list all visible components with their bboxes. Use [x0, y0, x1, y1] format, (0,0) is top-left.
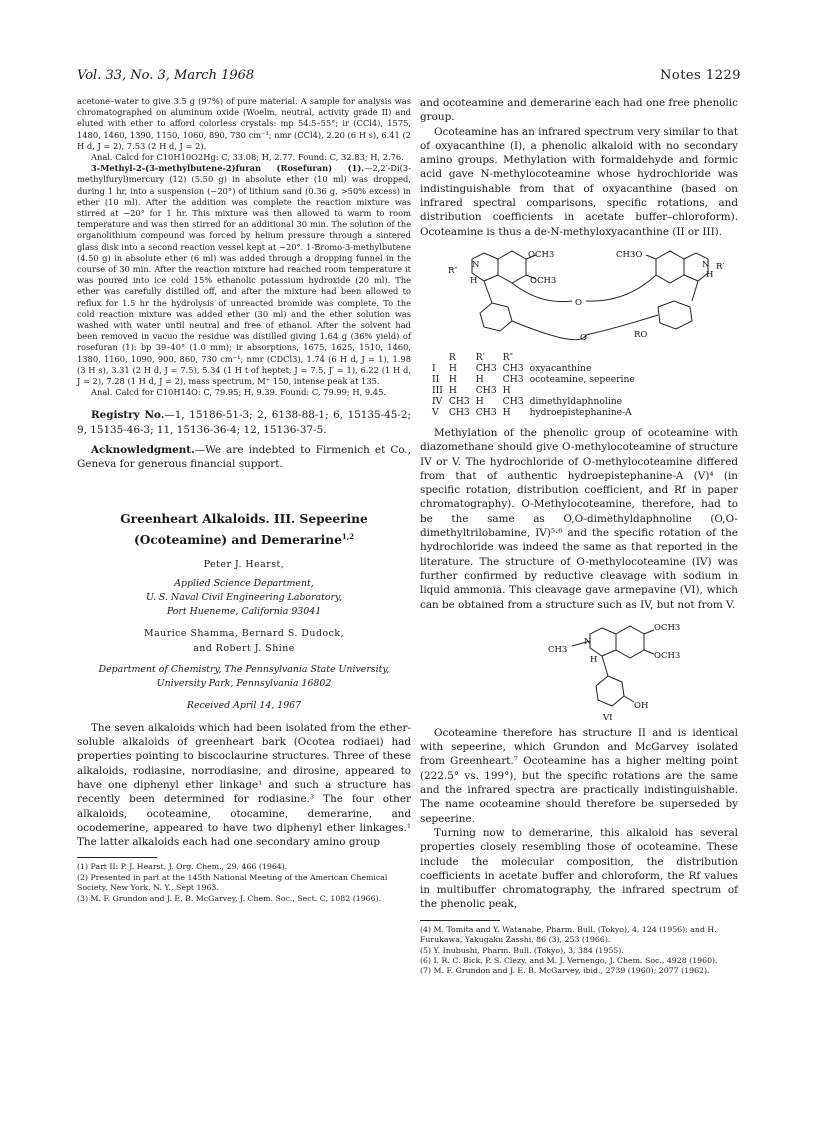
- struct-n-right: N: [702, 259, 710, 270]
- right-paragraph-5: Turning now to demerarine, this alkaloid has several properties closely resembling those of ocoteamine. These include the molecular composition, the distribution coefficients in acetate buffer and chloroform, the Rf values in multibuffer chromatography, the infrared spectrum of the phenolic peak,: [420, 826, 738, 911]
- intro-paragraph: The seven alkaloids which had been isolated from the ether-soluble alkaloids of greenheart bark (Ocotea rodiaei) had properties pointing to biscoclaurine structures. Three of these alkaloids, rodiasine, norrodiasine, and dirosine, appeared to have one diphenyl ether linkage¹ and such a structure has recently been determined for rodiasine.³ The four other alkaloids, ocoteamine, otocamine, demerarine, and ocodemerine, appeared to have two diphenyl ether linkages.¹ The latter alkaloids each had one secondary amino group: [77, 721, 411, 849]
- registry-label: Registry No.: [91, 409, 165, 422]
- rosefuran-text: —2,2′-Di(3-methylfuryl)mercury (12) (5.50 g) in absolute ether (10 ml) was dropped, during 1 hr, into a suspension (−20°) of lithium sand (0.36 g, >50% excess) in ether (10 ml). After the addition was complete the reaction mixture was stirred at −20° for 1 hr. This mixture was then allowed to warm to room temperature and was then stirred for an additional 30 min. The solution of the organolithium compound was forced by helium pressure through a sintered glass disk into a second reaction vessel kept at −20°. 1-Bromo-3-methylbutene (4.50 g) in absolute ether (6 ml) was added through a dropping funnel in the course of 30 min. After the reaction mixture had reached room temperature it was poured into ice cold 15% ethanolic potassium hydroxide (20 ml). The ether was carefully distilled off, and after the mixture had been allowed to reflux for 1.5 hr the hydrolysis of unreacted bromide was complete. To the cold reaction mixture was added ether (30 ml) and the ether solution was washed with water until neutral and free of ethanol. After the solvent had been removed in vacuo the residue was distilled giving 1.64 g (36% yield) of rosefuran (1): bp 39–40° (1.0 mm); ir absorptions, 1675, 1625, 1510, 1460, 1380, 1160, 1090, 900, 860, 730 cm⁻¹; nmr (CDCl3), 1.74 (6 H d, J = 1), 1.98 (3 H s), 3.31 (2 H d, J = 7.5), 5.34 (1 H t of heptet, J = 7.5, J′ = 1), 6.22 (1 H d, J = 2), 7.28 (1 H d, J = 2), mass spectrum, M⁺ 150, intense peak at 135.: [77, 163, 411, 387]
- substituent-table: [432, 352, 641, 418]
- table-row: II H H CH3 ocoteamine, sepeerine: [432, 373, 635, 385]
- article-title-line1: Greenheart Alkaloids. III. Sepeerine: [120, 511, 368, 526]
- struct-och3-mid: OCH3: [530, 275, 557, 286]
- footnote-5: (5) Y. Inubushi, Pharm. Bull. (Tokyo), 3, 384 (1955).: [420, 945, 624, 955]
- footnote-rule: [77, 857, 157, 858]
- right-paragraph-4: Ocoteamine therefore has structure II and is identical with sepeerine, which Grundon and McGarvey isolated from Greenheart.⁷ Ocoteamine has a higher melting point (222.5° vs. 199°), but the specific rotations are the same and the infrared spectra are practically indistinguishable. The name ocoteamine should therefore be superseded by sepeerine.: [420, 726, 738, 825]
- acknowledgment-text: —We are indebted to Firmenich et Co., Geneva for generous financial support.: [77, 444, 411, 471]
- footnote-1: (1) Part II: P. J. Hearst, J. Org. Chem., 29, 466 (1964).: [77, 862, 288, 872]
- analysis-line-2: Anal. Calcd for C10H14O: C, 79.95; H, 9.39. Found: C, 79.99; H, 9.45.: [91, 387, 386, 398]
- table-row: V CH3 CH3 H hydroepistephanine-A: [432, 406, 632, 418]
- vi-och3-top: OCH3: [654, 622, 681, 633]
- bisbenzylisoquinoline-structure: [420, 245, 738, 350]
- acknowledgment-paragraph: [77, 443, 411, 472]
- vi-number: VI: [603, 712, 613, 723]
- struct-r1: R′: [716, 261, 725, 272]
- acknowledgment-label: Acknowledgment.: [91, 444, 195, 457]
- struct-o-bridge: O: [575, 297, 582, 308]
- footnote-rule-right: [420, 920, 500, 921]
- right-paragraph-2: Ocoteamine has an infrared spectrum very similar to that of oxyacanthine (I), a phenolic alkaloid with no secondary amino groups. Methylation with formaldehyde and formic acid gave N-methylocoteamine whose hydrochloride was indistinguishable from that of oxyacanthine (based on infrared spectral comparisons, specific rotations, and distribution coefficients in acetate buffer–chloroform). Ocoteamine is thus a de-N-methyloxyacanthine (II or III).: [420, 125, 738, 238]
- struct-och3-left: OCH3: [528, 249, 555, 260]
- author-2: Maurice Shamma, Bernard S. Dudock,: [143, 627, 345, 639]
- affiliation-2-line2: University Park, Pennsylvania 16802: [156, 677, 332, 689]
- rosefuran-paragraph: [77, 163, 411, 387]
- struct-o-bottom: O: [580, 332, 587, 343]
- table-row: III H CH3 H: [432, 384, 511, 396]
- vi-h: H: [590, 654, 598, 665]
- footnote-7: (7) M. F. Grundon and J. E. B. McGarvey, ibid., 2739 (1960); 2077 (1962).: [420, 966, 710, 976]
- struct-h-left: H: [470, 275, 478, 286]
- footnote-4: (4) M. Tomita and Y. Watanabe, Pharm. Bull. (Tokyo), 4, 124 (1956); and H. Furukawa, Yakugaku Zasshi, 86 (3), 253 (1966).: [420, 924, 717, 945]
- struct-ro: RO: [634, 329, 648, 340]
- footnote-2: (2) Presented in part at the 145th National Meeting of the American Chemical Society, New York, N. Y., Sept 1963.: [77, 872, 388, 893]
- article-title: [77, 510, 411, 549]
- rosefuran-heading: 3-Methyl-2-(3-methylbutene-2)furan (Rosefuran) (1).: [91, 163, 365, 174]
- running-header-journal: Vol. 33, No. 3, March 1968: [77, 68, 255, 83]
- vi-oh: OH: [634, 700, 649, 711]
- analysis-line: Anal. Calcd for C10H10O2Hg: C, 33.08; H, 2.77. Found: C, 32.83; H, 2.76.: [91, 152, 404, 163]
- footnote-3: (3) M. F. Grundon and J. E. B. McGarvey, J. Chem. Soc., Sect. C, 1082 (1966).: [77, 893, 382, 903]
- running-header-page: Notes 1229: [660, 68, 742, 83]
- title-footnote-ref: 1,2: [341, 531, 355, 541]
- right-paragraph-1: and ocoteamine and demerarine each had one free phenolic group.: [420, 97, 738, 124]
- vi-ch3: CH3: [548, 644, 568, 655]
- author-1: Peter J. Hearst,: [203, 558, 285, 570]
- table-row: I H CH3 CH3 oxyacanthine: [432, 362, 592, 374]
- author-3: and Robert J. Shine: [193, 642, 295, 654]
- struct-ch3o-right: CH3O: [616, 249, 643, 260]
- right-paragraph-3: Methylation of the phenolic group of ocoteamine with diazomethane should give O-methylocoteamine of structure IV or V. The hydrochloride of O-methylocoteamine differed from that of authentic hydroepistephanine-A (V)⁴ (in specific rotation, distribution coefficient, and Rf in paper chromatography). O-Methylocoteamine, therefore, had to be the same as O,O-dimethyldaphnoline (O,O-dimethyltrilobamine, IV)⁵·⁶ and the specific rotation of the hydrochloride was indeed the same as that reported in the literature. The structure of O-methylocoteamine (IV) was further confirmed by reductive cleavage with sodium in liquid ammonia. This cleavage gave armepavine (VI), which can be obtained from a structure such as IV, but not from V.: [420, 426, 738, 611]
- struct-r2: R″: [448, 265, 458, 276]
- received-date: Received April 14, 1967: [186, 699, 302, 711]
- affiliation-2-line1: Department of Chemistry, The Pennsylvania State University,: [98, 663, 390, 675]
- affiliation-1-line3: Port Hueneme, California 93041: [166, 605, 322, 617]
- struct-h-right: H: [706, 269, 714, 280]
- struct-n-left: N: [472, 259, 480, 270]
- vi-och3-mid: OCH3: [654, 650, 681, 661]
- left-column: [77, 96, 411, 904]
- footnote-6: (6) I. R. C. Bick, P. S. Clezy, and M. J. Vernengo, J. Chem. Soc., 4928 (1960).: [420, 955, 718, 965]
- registry-paragraph: [77, 408, 411, 437]
- registry-text: —1, 15186-51-3; 2, 6138-88-1; 6, 15135-45-2; 9, 15135-46-3; 11, 15136-36-4; 12, 15136-37-5.: [77, 409, 411, 436]
- table-row: IV CH3 H CH3 dimethyldaphnoline: [432, 395, 623, 407]
- article-title-line2: (Ocoteamine) and Demerarine$^{1,2}$: [133, 531, 355, 547]
- vi-n: N: [584, 636, 592, 647]
- experimental-paragraph: acetone–water to give 3.5 g (97%) of pure material. A sample for analysis was chromatographed on aluminum oxide (Woelm, neutral, activity grade II) and eluted with ether to afford colorless crystals: mp 54.5–55°; ir (CCl4), 1575, 1480, 1460, 1390, 1150, 1060, 890, 730 cm⁻¹; nmr (CCl4), 2.20 (6 H s), 6.41 (2 H d, J = 2), 7.53 (2 H d, J = 2).: [77, 96, 411, 151]
- right-column: [420, 96, 738, 977]
- affiliation-1-line1: Applied Science Department,: [174, 577, 314, 589]
- table-header-row: R R′ R″: [448, 351, 514, 363]
- affiliation-1-line2: U. S. Naval Civil Engineering Laboratory,: [145, 591, 343, 603]
- armepavine-structure: [420, 616, 738, 724]
